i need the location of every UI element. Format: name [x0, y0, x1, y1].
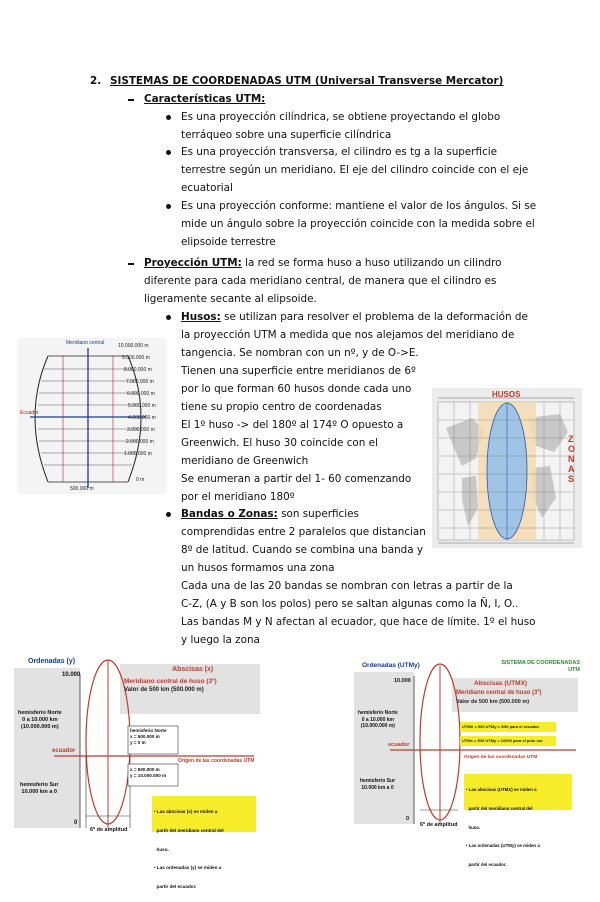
br-meridiano: Meridiano central de huso (3º)	[456, 690, 542, 696]
bullet-1-line-2: terráqueo sobre una superficie cilíndrica	[181, 129, 392, 141]
bl-valor: Valor de 500 km (500.000 m)	[124, 687, 204, 693]
fig-left-val-4: 6.000.000 m	[127, 391, 155, 397]
bl-ecuador: ecuador	[52, 748, 76, 754]
husos-line-10: Se enumeran a partir del 1- 60 comenzando	[181, 473, 412, 485]
bullet-2-line-3: ecuatorial	[181, 182, 233, 194]
bl-abscisas: Abscisas (x)	[172, 666, 214, 673]
utm-diagram-right	[354, 660, 584, 867]
bullet-3-line-1: Es una proyección conforme: mantiene el valor de los ángulos. Si se	[181, 200, 537, 212]
bl-box-s-2: y = 10.000.000 m	[130, 773, 167, 778]
husos-line-6: tiene su propio centro de coordenadas	[181, 401, 382, 413]
bandas-label: Bandas o Zonas:	[181, 508, 278, 520]
bl-y-bot: 0	[74, 820, 78, 826]
section-number: 2.	[90, 75, 102, 87]
br-hn-2: 0 a 10.000 km	[361, 716, 394, 723]
bullet-3-line-3: elipsoide terrestre	[181, 236, 276, 248]
br-origen: Origen de las coordenadas UTM	[464, 755, 538, 760]
husos-line-9: meridiano de Greenwich	[181, 455, 309, 467]
br-hs-2: 10.000 km a 0	[361, 784, 394, 791]
bullet-dot	[166, 115, 171, 120]
bl-box-n-3: y = 0 m	[130, 740, 146, 745]
br-note-2: partir del meridiano central del	[466, 806, 533, 812]
br-sistema-1: SISTEMA DE COORDENADAS	[501, 660, 580, 666]
utm-diagram-left	[14, 656, 268, 889]
husos-line-11: por el meridiano 180º	[181, 491, 295, 503]
br-abscisas: Abscisas (UTMX)	[474, 680, 528, 687]
bandas-line-4: un husos formamos una zona	[181, 562, 335, 574]
fig-left-val-2: 8.000.000 m	[124, 367, 152, 373]
proyeccion-text: la red se forma huso a huso utilizando un cilindro	[241, 257, 502, 269]
fig-left-val-0: 10.000.000 m	[118, 343, 149, 349]
dash-marker	[128, 99, 134, 101]
bl-hn	[18, 710, 62, 731]
proyeccion-line-2: diferente para cada meridiano central, de manera que el cilindro es	[144, 275, 497, 287]
bandas-line-3: 8º de latitud. Cuando se combina una banda y	[181, 544, 424, 556]
bl-ordenadas: Ordenadas (y)	[28, 658, 76, 665]
husos-line-3: tangencia. Se nombran con un nº, y de O->E.	[181, 347, 419, 359]
br-hs	[360, 778, 395, 791]
bl-meridiano: Meridiano central de huso (3º)	[124, 678, 217, 685]
bl-hn-2: 0 a 10.000 km	[22, 717, 58, 723]
bullet-3-line-2: mide un ángulo sobre la proyección coincide con la medida sobre el	[181, 218, 535, 230]
bandas-line-8: y luego la zona	[181, 634, 260, 646]
fig-left-bottom: 500.000 m	[70, 486, 94, 492]
bandas-line-7: Las bandas M y N afectan al ecuador, que hace de límite. 1º el huso	[181, 616, 536, 628]
br-y-top: 10.000	[394, 678, 411, 684]
proyeccion-label: Proyección UTM:	[144, 257, 242, 269]
fig-left-val-7: 3.000.000 m	[127, 427, 155, 433]
husos-line-5: por lo que forman 60 husos donde cada uno	[181, 383, 412, 395]
br-y-bot: 0	[406, 816, 410, 822]
br-amplitud: 6º de amplitud	[420, 822, 458, 828]
fig-left-val-6: 4.000.000 m	[128, 415, 156, 421]
bl-note-3: huso.	[154, 846, 169, 852]
fig-left-val-3: 7.000.000 m	[126, 379, 154, 385]
bandas-line-2: comprendidas entre 2 paralelos que distancian	[181, 526, 426, 538]
bl-note-5: partir del ecuador.	[154, 883, 197, 889]
br-hn-1: hemisferio Norte	[358, 710, 398, 716]
husos-label: Husos:	[181, 311, 221, 323]
fig-left-ecuador: Ecuador	[20, 410, 39, 416]
bl-hn-1: hemisferio Norte	[18, 710, 62, 716]
fig-left-val-5: 5.000.000 m	[128, 403, 156, 409]
br-sistema	[496, 660, 580, 674]
husos-line-7: El 1º huso -> del 180º al 174º O opuesto a	[181, 419, 404, 431]
dash-marker	[128, 263, 134, 265]
fig-left-val-8: 2.000.000 m	[126, 439, 154, 445]
husos-map-zonas: ZONAS	[568, 434, 576, 484]
fig-left-val-9: 1.000.000 m	[124, 451, 152, 457]
br-hn-3: (10.000.000 m)	[360, 723, 395, 729]
proyeccion-line-3: ligeramente secante al elipsoide.	[144, 293, 317, 305]
br-note-4: • Las ordenadas (UTMy) se miden a	[466, 843, 540, 849]
bl-box-n-1: hemisferio Norte	[130, 728, 167, 733]
bl-origen: Origen de las coordenadas UTM	[178, 758, 255, 764]
husos-line-1	[181, 308, 528, 326]
bullet-2-line-2: terrestre según un meridiano. El eje del cilindro coincide con el eje	[181, 164, 529, 176]
utm-zone-diagram	[18, 338, 166, 494]
bl-box-n-2: x = 500.000 m	[130, 734, 160, 739]
bl-hs	[20, 782, 59, 796]
br-note	[466, 775, 540, 880]
bl-y-top: 10.000	[62, 672, 81, 678]
section-title: SISTEMAS DE COORDENADAS UTM (Universal Transverse Mercator)	[110, 75, 504, 87]
bullet-2-line-1: Es una proyección transversa, el cilindro es tg a la superficie	[181, 146, 498, 158]
bandas-line-6: C-Z, (A y B son los polos) pero se saltan algunas como la Ñ, I, O..	[181, 598, 519, 610]
husos-text: se utilizan para resolver el problema de la deformación de	[220, 311, 528, 323]
bl-amplitud: 6º de amplitud	[90, 827, 128, 833]
bl-note-4: • Las ordenadas (y) se miden a	[154, 865, 222, 871]
husos-map-svg	[432, 388, 582, 548]
br-ecuador: ecuador	[388, 742, 410, 748]
br-eq2: UTMx = 500 UTMy = 10000 para el polo sur	[462, 738, 543, 743]
bl-hs-2: 10.000 km a 0	[21, 789, 57, 795]
bullet-dot	[166, 204, 171, 209]
bandas-text: son superficies	[277, 508, 359, 520]
br-note-1: • Las abscisas (UTMX) se miden a	[466, 787, 537, 793]
bl-box-n	[130, 728, 167, 746]
br-note-3: huso.	[466, 824, 481, 830]
proyeccion-line-1	[144, 254, 502, 272]
br-valor: Valor de 500 km (500.000 m)	[456, 699, 530, 705]
bandas-line-1	[181, 505, 359, 523]
br-eq1: UTMX = 500 UTMy = 0N0 para el ecuador	[462, 724, 540, 729]
br-note-5: partir del ecuador.	[466, 861, 507, 867]
bl-note	[154, 797, 224, 902]
bl-hs-1: hemisferio Sur	[20, 782, 59, 788]
br-sistema-2: UTM	[568, 667, 580, 673]
fig-left-val-10: 0 m	[136, 477, 145, 483]
br-hs-1: hemisferio Sur	[360, 778, 396, 784]
bullet-dot	[166, 150, 171, 155]
bullet-1-line-1: Es una proyección cilíndrica, se obtiene proyectando el globo	[181, 111, 501, 123]
bullet-dot	[166, 315, 171, 320]
husos-map	[432, 388, 582, 548]
bandas-line-5: Cada una de las 20 bandas se nombran con letras a partir de la	[181, 580, 513, 592]
bullet-dot	[166, 512, 171, 517]
bl-note-2: partir del meridiano central del	[154, 828, 224, 834]
husos-line-8: Greenwich. El huso 30 coincide con el	[181, 437, 378, 449]
fig-left-top-label: Meridiano central	[66, 340, 105, 346]
fig-left-val-1: 9.000.000 m	[122, 355, 150, 361]
br-ordenadas: Ordenadas (UTMy)	[362, 662, 420, 669]
husos-map-title: HUSOS	[492, 390, 521, 399]
bl-hn-3: (10.000.000 m)	[21, 724, 59, 730]
husos-line-2: la proyección UTM a medida que nos alejamos del meridiano de	[181, 329, 515, 341]
bl-note-1: • Las abscisas (x) se miden a	[154, 809, 218, 815]
bl-box-s-1: x = 500.000 m	[130, 767, 160, 772]
bl-box-s	[130, 767, 166, 779]
br-hn	[358, 710, 398, 730]
husos-line-4: Tienen una superficie entre meridianos de 6º	[181, 365, 416, 377]
caracteristicas-label: Características UTM:	[144, 93, 266, 105]
